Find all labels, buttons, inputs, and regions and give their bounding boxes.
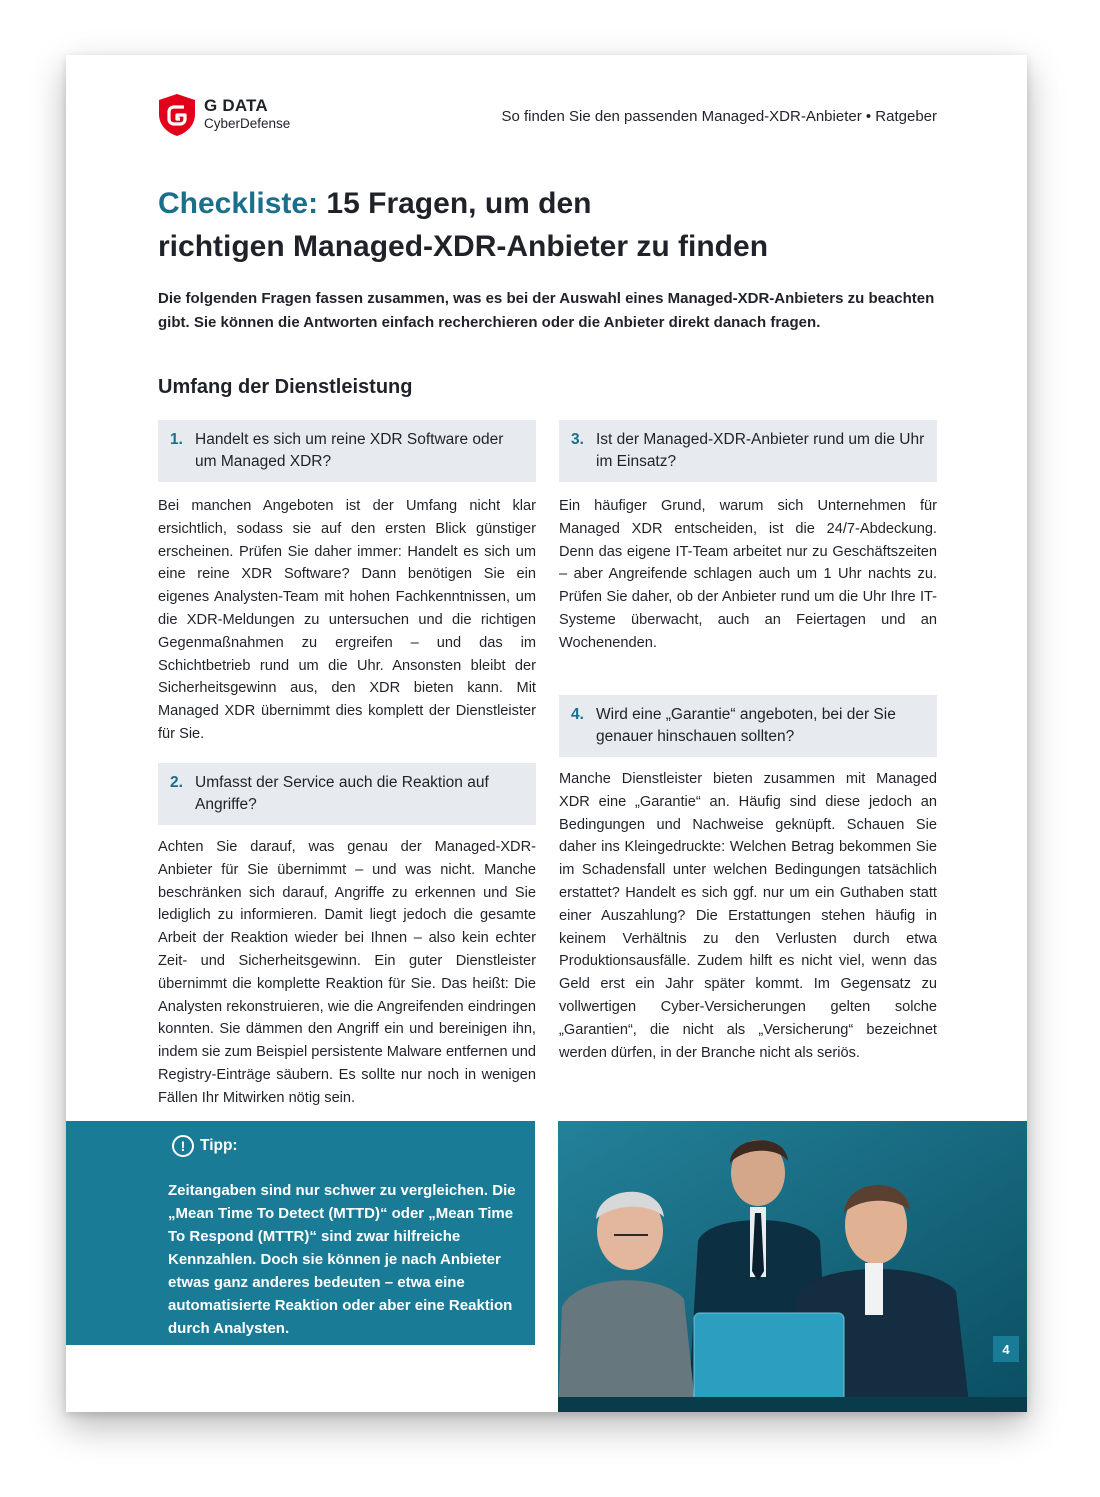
intro-paragraph: Die folgenden Fragen fassen zusammen, was es bei der Auswahl eines Managed-XDR-Anbieters zu beachten gibt. Sie können die Antworten einfach recherchieren oder die Anbieter direkt danach fragen. bbox=[158, 290, 935, 331]
question-box-4 bbox=[559, 695, 937, 757]
question-number: 4. bbox=[571, 706, 584, 723]
brand-name: G DATA bbox=[204, 96, 268, 115]
question-text: Ist der Managed-XDR-Anbieter rund um die Uhr im Einsatz? bbox=[596, 431, 925, 470]
tip-box bbox=[66, 1121, 535, 1345]
question-number: 1. bbox=[170, 431, 183, 448]
question-number: 3. bbox=[571, 431, 584, 448]
tip-label: Tipp: bbox=[200, 1137, 238, 1154]
title-line-2: richtigen Managed-XDR-Anbieter zu finden bbox=[158, 230, 769, 263]
question-number: 2. bbox=[170, 774, 183, 791]
tip-text: Zeitangaben sind nur schwer zu vergleichen. Die „Mean Time To Detect (MTTD)“ oder „Mean Time To Respond (MTTR)“ sind zwar hilfreiche Kennzahlen. Doch sie können je nach Anbieter etwas ganz anderes bedeuten – etwa eine automatisierte Reaktion oder aber eine Reaktion durch Analysten. bbox=[168, 1182, 516, 1337]
tip-heading bbox=[172, 1135, 238, 1157]
business-team-photo bbox=[558, 1121, 1027, 1412]
question-text: Umfasst der Service auch die Reaktion auf Angriffe? bbox=[195, 774, 489, 813]
question-box-1 bbox=[158, 420, 536, 482]
answer-text-2: Achten Sie darauf, was genau der Managed-XDR-Anbieter für Sie übernimmt – und was nicht. Manche beschränken sich darauf, Angriffe zu erkennen und Sie lediglich zu informieren. Damit liegt jedoch die gesamte Arbeit der Reaktion wieder bei Ihnen – also kein echter Zeit- und Sicherheitsgewinn. Ein guter Dienstleister übernimmt die komplette Reaktion für Sie. Das heißt: Die Analysten rekonstruieren, wie die Angreifenden eindringen konnten. Sie dämmen den Angriff ein und bereinigen ihn, indem sie zum Beispiel persistente Malware entfernen und Registry-Einträge säubern. Es sollte nur noch in wenigen Fällen Ihr Mitwirken nötig sein. bbox=[158, 839, 537, 1106]
document-subtitle: So finden Sie den passenden Managed-XDR-Anbieter • Ratgeber bbox=[501, 108, 937, 125]
brand-sub: CyberDefense bbox=[204, 116, 291, 131]
section-heading: Umfang der Dienstleistung bbox=[158, 376, 413, 398]
answer-text-1: Bei manchen Angeboten ist der Umfang nicht klar ersichtlich, sodass sie auf den ersten Blick günstiger erscheinen. Prüfen Sie daher immer: Handelt es sich um eine reine XDR Software? Dann benötigen Sie ein eigenes Analysten-Team mit hohen Fachkenntnissen, um die XDR-Meldungen zu untersuchen und die richtigen Gegenmaßnahmen zu ergreifen – und das im Schichtbetrieb rund um die Uhr. Ansonsten bleibt der Sicherheitsgewinn aus, den XDR bieten kann. Mit Managed XDR übernimmt dies komplett der Dienstleister für Sie. bbox=[158, 498, 536, 742]
exclamation-icon: ! bbox=[172, 1135, 194, 1157]
document-page bbox=[66, 55, 1027, 1412]
question-text: Wird eine „Garantie“ angeboten, bei der Sie genauer hinschauen sollten? bbox=[596, 706, 896, 745]
photo-illustration bbox=[558, 1121, 1027, 1412]
answer-text-4: Manche Dienstleister bieten zusammen mit Managed XDR eine „Garantie“ an. Häufig sind diese jedoch an Bedingungen und Nachweise geknüpft. Schauen Sie daher ins Kleingedruckte: Welchen Betrag bekommen Sie im Schadensfall unter welchen Bedingungen tatsächlich erstattet? Handelt es sich ggf. nur um ein Guthaben statt einer Auszahlung? Die Erstattungen stehen häufig in keinem Verhältnis zu den Verlusten durch etwa Produktionsausfälle. Zudem hilft es nicht viel, wenn das Geld erst ein Jahr später kommt. Im Gegensatz zu vollwertigen Cyber-Versicherungen gelten solche „Garantien“, die nicht als „Versicherung“ bezeichnet werden dürfen, in der Branche nicht als seriös. bbox=[559, 771, 937, 1061]
answer-text-3: Ein häufiger Grund, warum sich Unternehmen für Managed XDR entscheiden, ist die 24/7-Abdeckung. Denn das eigene IT-Team arbeitet nur zu Geschäftszeiten – aber Angreifende schlagen auch um 1 Uhr nachts zu. Prüfen Sie daher, ob der Anbieter rund um die Uhr Ihre IT-Systeme überwacht, auch an Feiertagen und an Wochenenden. bbox=[559, 498, 937, 651]
question-text: Handelt es sich um reine XDR Software oder um Managed XDR? bbox=[195, 431, 504, 470]
title-line-1: 15 Fragen, um den bbox=[326, 187, 592, 220]
page-number: 4 bbox=[993, 1336, 1019, 1362]
page-title bbox=[158, 182, 918, 268]
gdata-logo bbox=[158, 93, 290, 137]
title-accent: Checkliste: bbox=[158, 187, 319, 220]
question-box-2 bbox=[158, 763, 536, 825]
gdata-shield-icon bbox=[158, 93, 196, 137]
question-box-3 bbox=[559, 420, 937, 482]
